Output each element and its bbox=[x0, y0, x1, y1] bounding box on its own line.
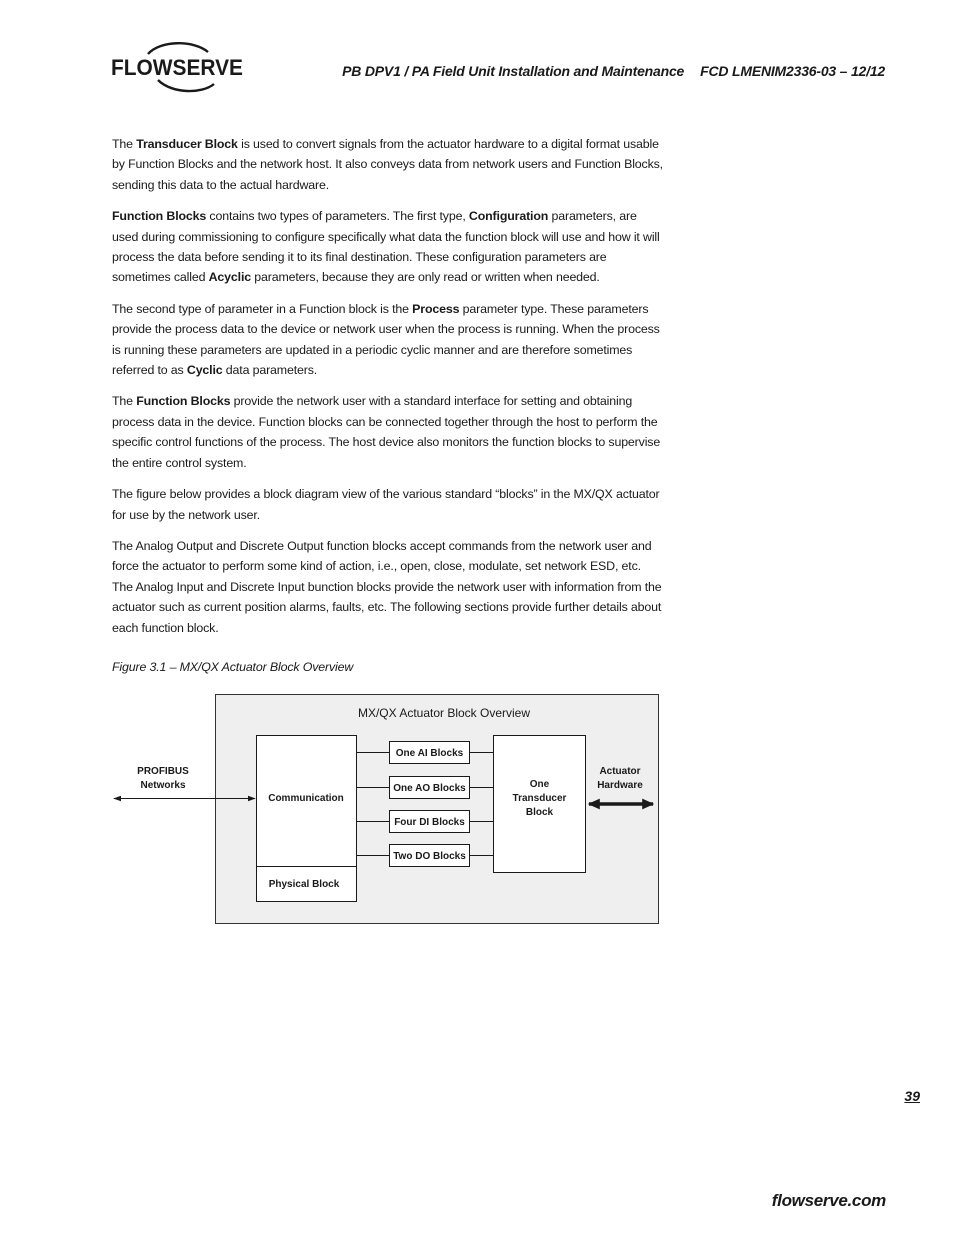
ao-blocks-label: One AO Blocks bbox=[393, 783, 466, 794]
paragraph-function-blocks-parameters: Function Blocks contains two types of parameters. The first type, Configuration parameters, are used during commissioning to configure specifically what data the function block will use and how it will process the data before sending it to its final destination. These configuration parameters are sometimes called Acyclic parameters, because they are only read or written when needed. bbox=[112, 209, 660, 285]
paragraph-process-parameters: The second type of parameter in a Function block is the Process parameter type. These parameters provide the process data to the device or network user when the process is running. When the process is running these parameters are updated in a periodic cyclic manner and are therefore sometimes referred to as Cyclic data parameters. bbox=[112, 301, 660, 378]
transducer-label-line2: Transducer bbox=[512, 793, 567, 804]
di-blocks-label: Four DI Blocks bbox=[394, 817, 465, 828]
profibus-label-line1: PROFIBUS bbox=[137, 766, 189, 777]
paragraph-output-input-blocks: The Analog Output and Discrete Output function blocks accept commands from the network user and force the actuator to perform some kind of action, i.e., open, close, modulate, set network ESD, etc. The Analog Input and Discrete Input bunction blocks provide the network user with information from the actuator such as current position alarms, faults, etc. The following sections provide further details about each function block. bbox=[112, 538, 662, 635]
profibus-label-line2: Networks bbox=[140, 780, 186, 791]
logo-wordmark: FLOWSERVE bbox=[111, 55, 243, 80]
communication-label: Communication bbox=[268, 793, 344, 804]
actuator-label-line2: Hardware bbox=[597, 780, 643, 791]
page-number: 39 bbox=[904, 1088, 920, 1104]
transducer-label-line1: One bbox=[529, 779, 550, 790]
do-blocks-label: Two DO Blocks bbox=[393, 851, 466, 862]
transducer-block bbox=[494, 736, 586, 873]
manual-title: PB DPV1 / PA Field Unit Installation and Maintenance bbox=[342, 63, 685, 79]
paragraph-function-blocks-interface: The Function Blocks provide the network user with a standard interface for setting and obtaining process data in the device. Function blocks can be connected together through the host to perform the specific control functions of the process. The host device also monitors the function blocks to supervise the entire control system. bbox=[112, 394, 661, 470]
ai-blocks-label: One AI Blocks bbox=[395, 748, 464, 759]
actuator-label-line1: Actuator bbox=[599, 766, 641, 777]
physical-block-label: Physical Block bbox=[268, 879, 340, 890]
paragraph-figure-intro: The figure below provides a block diagram view of the various standard “blocks” in the MX/QX actuator for use by the network user. bbox=[112, 487, 660, 522]
paragraph-transducer-block: The Transducer Block is used to convert signals from the actuator hardware to a digital format usable by Function Blocks and the network host. It also conveys data from network users and Function Blocks, sending this data to the actual hardware. bbox=[112, 137, 663, 192]
figure-caption: Figure 3.1 – MX/QX Actuator Block Overview bbox=[112, 660, 354, 674]
communication-block bbox=[257, 736, 357, 902]
doc-code: FCD LMENIM2336-03 – 12/12 bbox=[700, 63, 885, 79]
footer-url: flowserve.com bbox=[771, 1191, 886, 1210]
diagram-title: MX/QX Actuator Block Overview bbox=[357, 706, 531, 720]
transducer-label-line3: Block bbox=[525, 807, 554, 818]
